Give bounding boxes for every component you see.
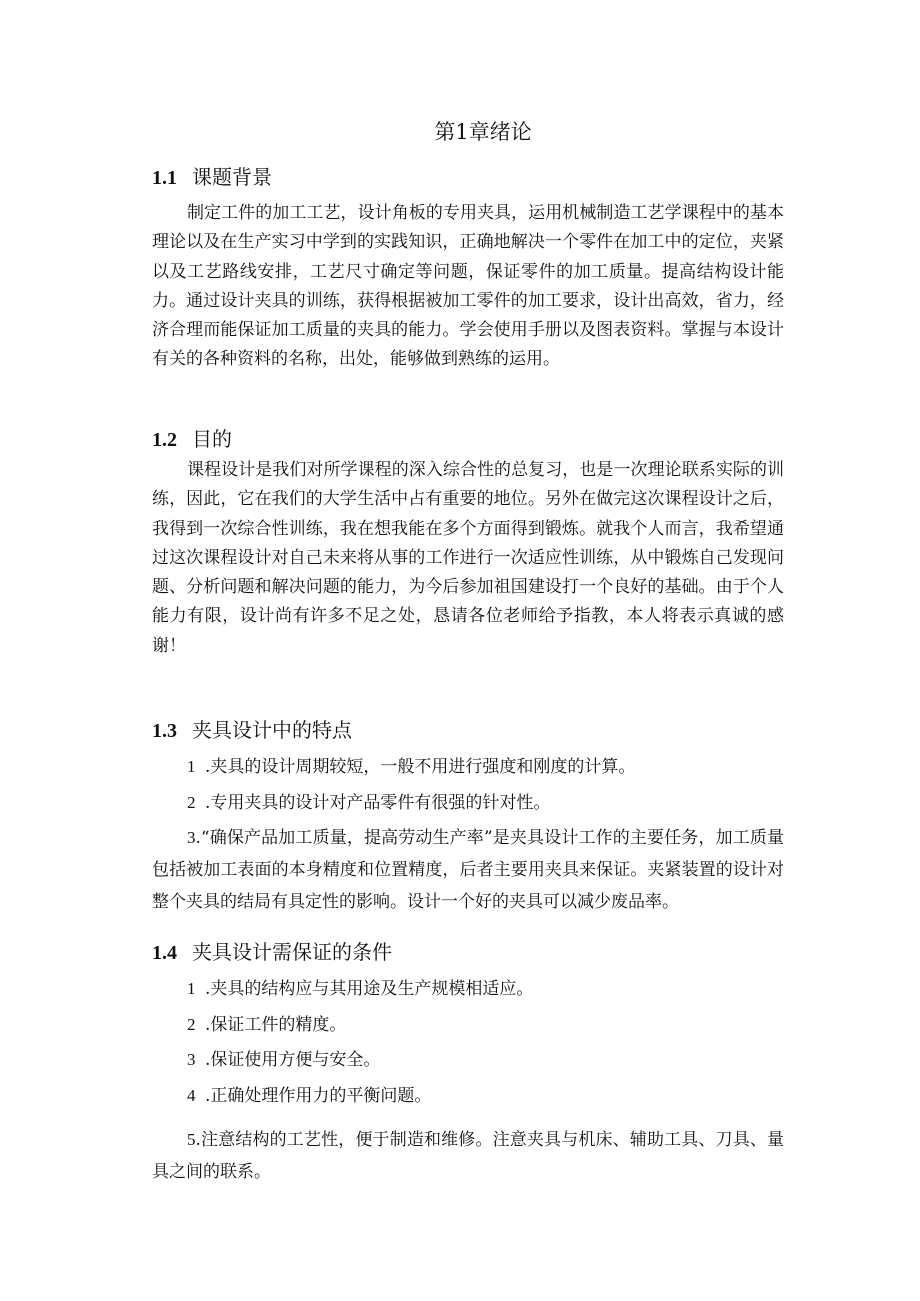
list-item-index: 1 [187,979,196,998]
section-number: 1.2 [152,429,177,451]
section-heading-1-2 [152,424,772,455]
list-item-text: .保证工件的精度。 [205,1015,347,1035]
list-item-text: .“确保产品加工质量，提高劳动生产率”是夹具设计工作的主要任务，加工质量包括被加工表面的本身精度和位置精度，后者主要用夹具来保证。夹紧装置的设计对整个夹具的结局有具定性的影响。设计一个好的夹具可以减少废品率。 [152,828,784,912]
list-item [187,788,784,818]
list-item [152,822,784,918]
section-heading-1-4 [152,937,772,968]
section-number: 1.3 [152,720,177,742]
section-heading-1-1 [152,162,772,193]
list-item-text: .保证使用方便与安全。 [205,1050,381,1070]
section-title: 课题背景 [192,165,272,189]
list-item-text: .夹具的结构应与其用途及生产规模相适应。 [205,979,534,999]
section-number: 1.4 [152,942,177,964]
section-body-1-2: 课程设计是我们对所学课程的深入综合性的总复习，也是一次理论联系实际的训练，因此，它在我们的大学生活中占有重要的地位。另外在做完这次课程设计之后，我得到一次综合性训练，我在想我能在多个方面得到锻炼。就我个人而言，我希望通过这次课程设计对自己未来将从事的工作进行一次适应性训练，从中锻炼自己发现问题、分析问题和解决问题的能力，为今后参加祖国建设打一个良好的基础。由于个人能力有限，设计尚有许多不足之处，恳请各位老师给予指教，本人将表示真诚的感谢！ [152,460,784,656]
section-title: 夹具设计中的特点 [192,718,352,742]
list-item [152,1124,784,1188]
list-item-index: 2 [187,793,196,812]
section-title: 目的 [192,427,232,451]
section-number: 1.1 [152,167,177,189]
list-item [187,974,784,1004]
list-item [187,1045,784,1075]
list-item-text: .专用夹具的设计对产品零件有很强的针对性。 [205,793,551,813]
list-item-index: 4 [187,1086,196,1105]
section-title: 夹具设计需保证的条件 [192,940,392,964]
chapter-title: 第1章绪论 [434,120,532,144]
section-heading-1-3 [152,715,772,746]
list-item-index: 5 [187,1130,196,1149]
list-item-text: .正确处理作用力的平衡问题。 [205,1086,432,1106]
list-item-index: 1 [187,757,196,776]
list-item-text: .注意结构的工艺性，便于制造和维修。注意夹具与机床、辅助工具、刀具、量具之间的联系。 [152,1130,784,1182]
list-item-index: 3 [187,1050,196,1069]
list-item-text: .夹具的设计周期较短，一般不用进行强度和刚度的计算。 [205,757,636,777]
list-item-index: 2 [187,1015,196,1034]
list-item [187,752,784,782]
list-item [187,1081,784,1111]
list-item-index: 3 [187,828,196,847]
section-body-1-1: 制定工件的加工工艺，设计角板的专用夹具，运用机械制造工艺学课程中的基本理论以及在生产实习中学到的实践知识，正确地解决一个零件在加工中的定位，夹紧以及工艺路线安排，工艺尺寸确定等问题，保证零件的加工质量。提高结构设计能力。通过设计夹具的训练，获得根据被加工零件的加工要求，设计出高效，省力，经济合理而能保证加工质量的夹具的能力。学会使用手册以及图表资料。掌握与本设计有关的各种资料的名称，出处，能够做到熟练的运用。 [152,203,784,370]
list-item [187,1010,784,1040]
